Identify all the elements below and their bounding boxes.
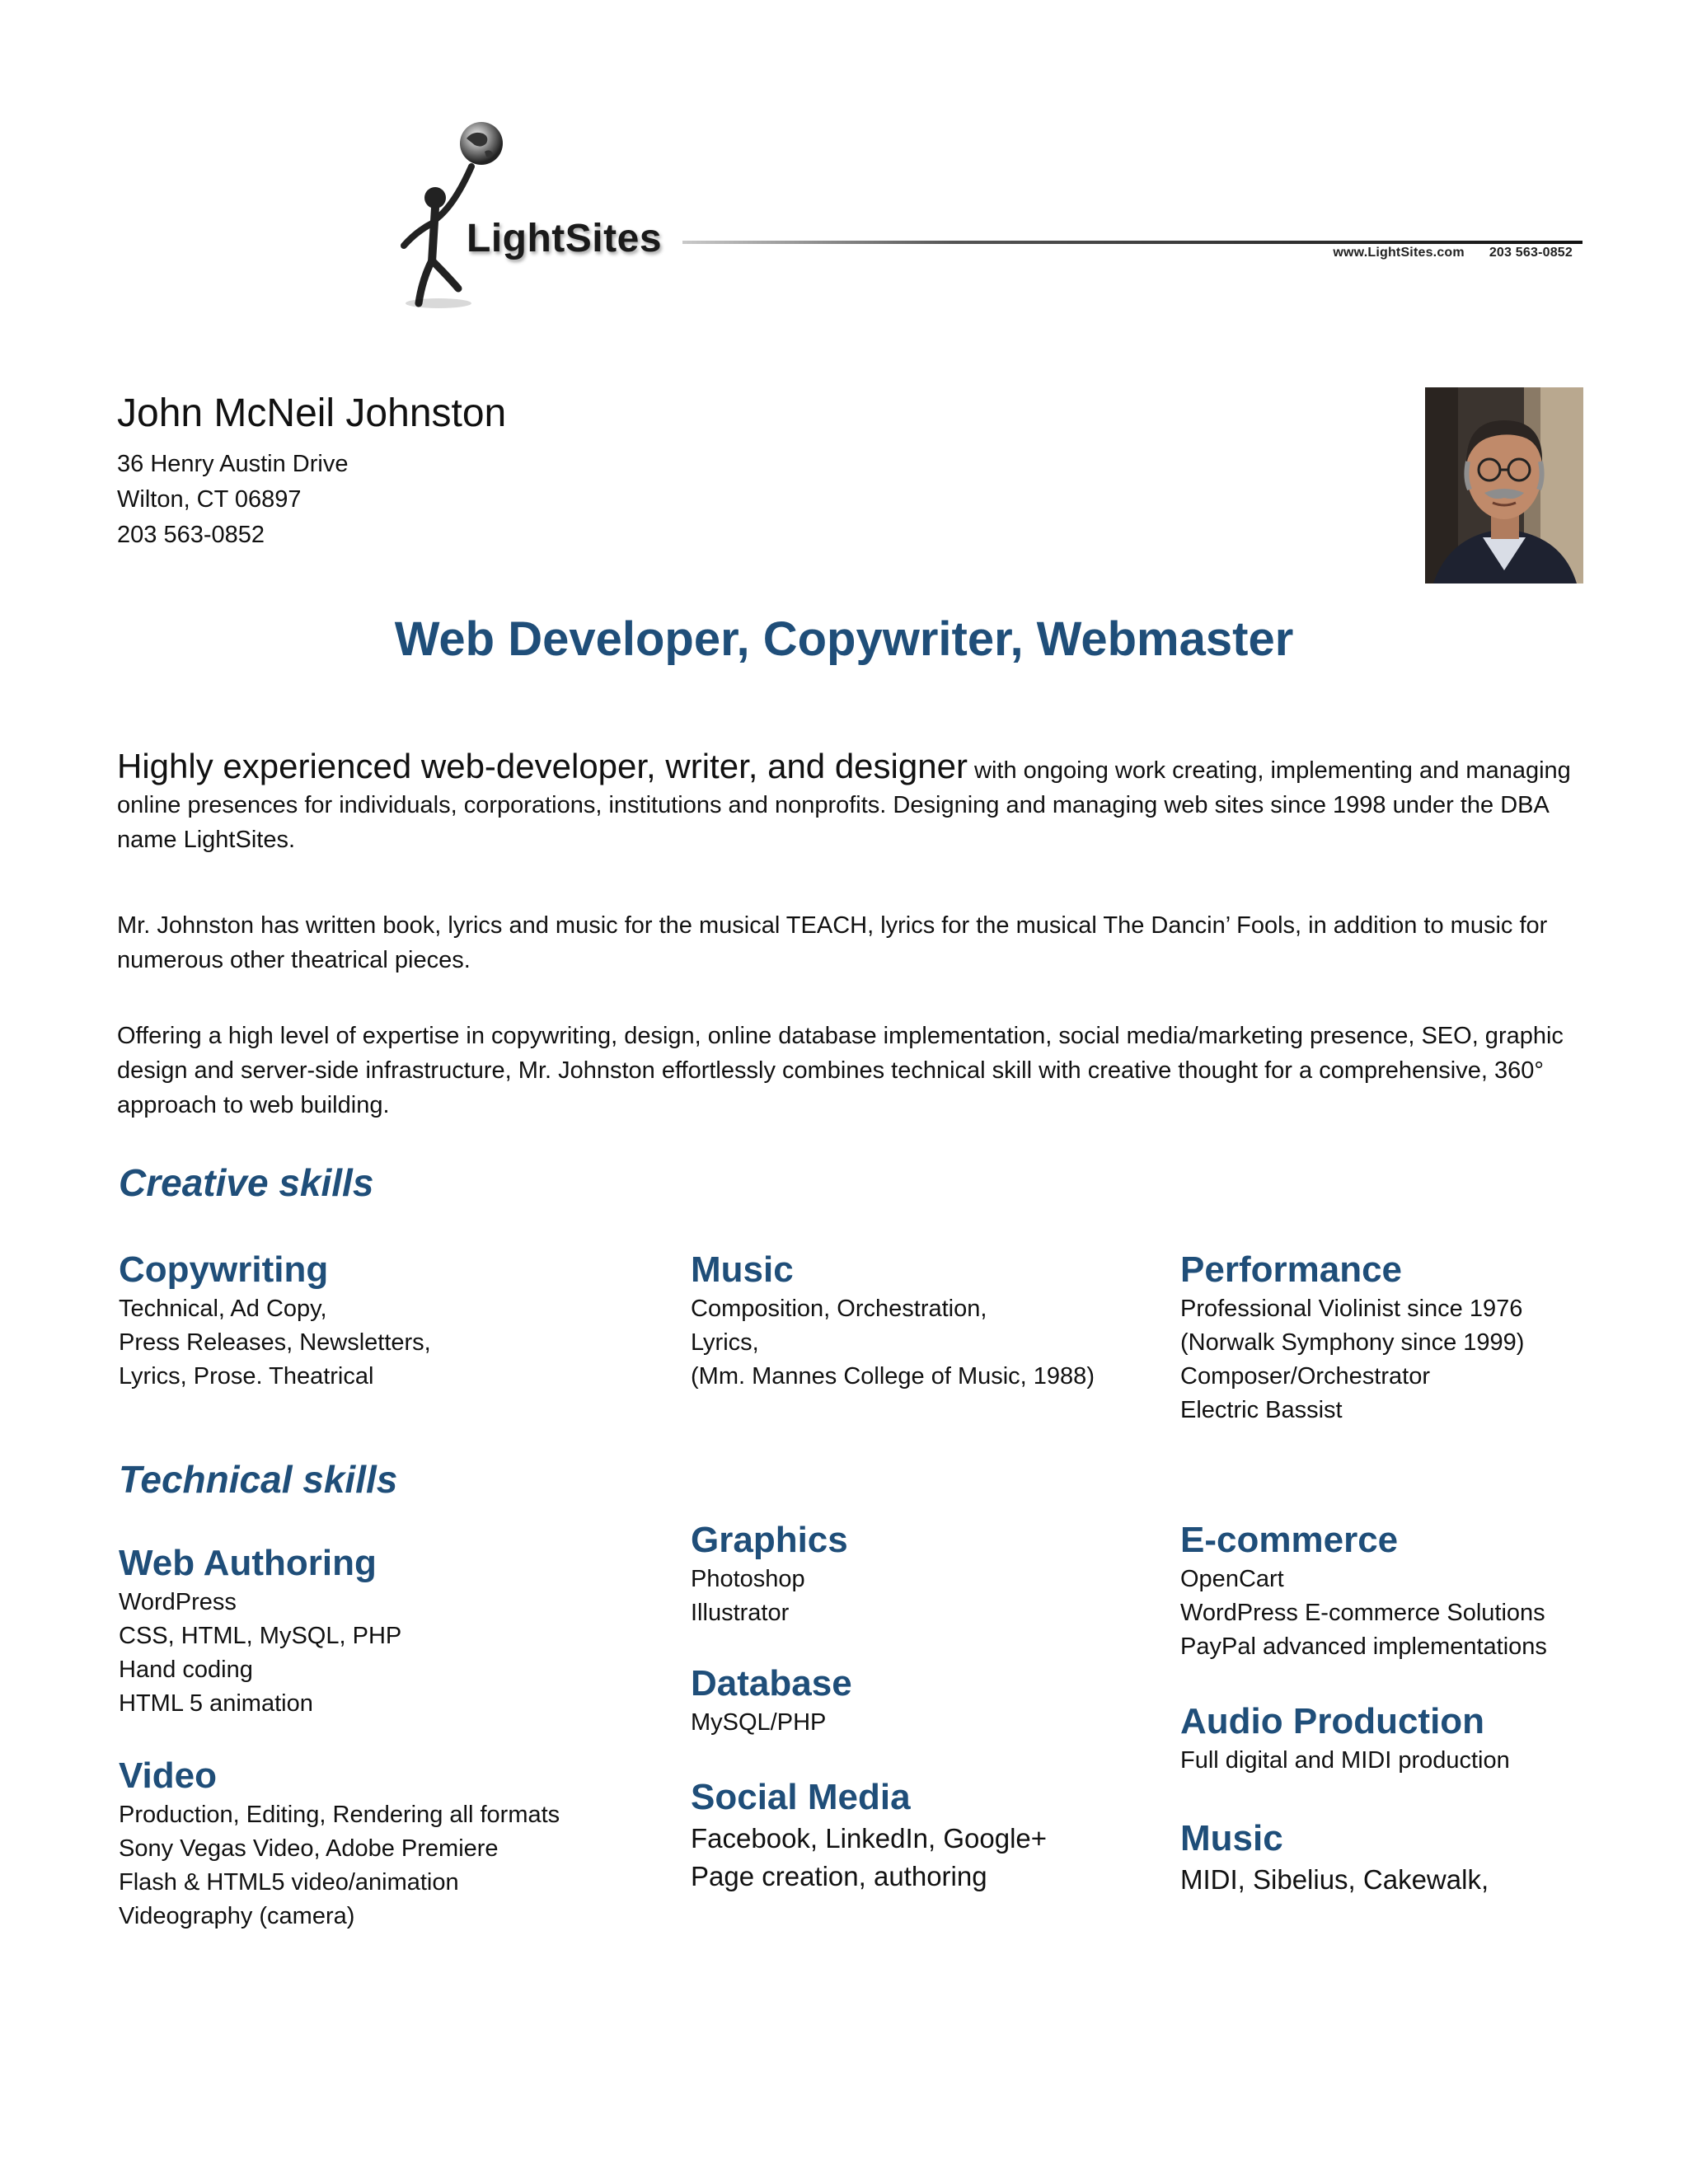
letterhead-rule xyxy=(682,241,1582,244)
audio-production-block xyxy=(1180,1699,1510,1778)
creative-skills-heading: Creative skills xyxy=(119,1161,374,1204)
lightsites-logo xyxy=(394,115,674,313)
list-item: MIDI, Sibelius, Cakewalk, xyxy=(1180,1864,1489,1895)
intro-rest: with ongoing work creating, implementing and managing online presences for individuals, corporations, institutions and nonprofits. Designing and managing web sites since 1998 under the DBA name LightSites. xyxy=(117,757,1571,853)
list-item: Videography (camera) xyxy=(119,1903,355,1929)
list-item: Facebook, LinkedIn, Google+ xyxy=(691,1823,1048,1854)
list-item: Composer/Orchestrator xyxy=(1180,1363,1430,1390)
phone-number: 203 563-0852 xyxy=(117,522,265,548)
copywriting-title: Copywriting xyxy=(119,1249,329,1290)
list-item: Press Releases, Newsletters, xyxy=(119,1329,431,1356)
portrait-photo xyxy=(1425,387,1583,583)
list-item: PayPal advanced implementations xyxy=(1180,1633,1547,1660)
performance-title: Performance xyxy=(1180,1249,1403,1290)
brand-name: LightSites xyxy=(467,217,663,260)
intro-paragraph xyxy=(117,745,1576,857)
list-item: Production, Editing, Rendering all formats xyxy=(119,1802,560,1828)
music-block xyxy=(691,1248,1095,1394)
list-item: Lyrics, xyxy=(691,1329,759,1356)
list-item: OpenCart xyxy=(1180,1566,1284,1592)
person-name: John McNeil Johnston xyxy=(117,391,507,435)
web-authoring-title: Web Authoring xyxy=(119,1543,377,1583)
list-item: Professional Violinist since 1976 xyxy=(1180,1296,1523,1322)
list-item: HTML 5 animation xyxy=(119,1690,313,1717)
expertise-paragraph: Offering a high level of expertise in copywriting, design, online database implementation, social media/marketing presence, SEO, graphic design and server-side infrastructure, Mr. Johnston effortlessly combines technical skill with creative thought for a comprehensive, 360° approach to web building. xyxy=(117,1023,1564,1118)
music-tech-block xyxy=(1180,1816,1489,1899)
web-authoring-block xyxy=(119,1541,401,1721)
list-item: WordPress E-commerce Solutions xyxy=(1180,1600,1545,1626)
theatre-paragraph: Mr. Johnston has written book, lyrics and music for the musical TEACH, lyrics for the musical The Dancin’ Fools, in addition to music for numerous other theatrical pieces. xyxy=(117,912,1548,973)
list-item: MySQL/PHP xyxy=(691,1709,827,1736)
music-title: Music xyxy=(691,1249,794,1290)
letterhead-website[interactable]: www.LightSites.com xyxy=(1333,246,1465,260)
list-item: Lyrics, Prose. Theatrical xyxy=(119,1363,374,1390)
stick-figure-globe-icon xyxy=(394,115,674,313)
audio-production-title: Audio Production xyxy=(1180,1701,1485,1741)
database-title: Database xyxy=(691,1663,852,1704)
address-line1: 36 Henry Austin Drive xyxy=(117,451,349,477)
letterhead-phone: 203 563-0852 xyxy=(1489,246,1573,260)
list-item: (Norwalk Symphony since 1999) xyxy=(1180,1329,1525,1356)
copywriting-block xyxy=(119,1248,431,1394)
list-item: Full digital and MIDI production xyxy=(1180,1747,1510,1774)
list-item: CSS, HTML, MySQL, PHP xyxy=(119,1623,402,1649)
list-item: Sony Vegas Video, Adobe Premiere xyxy=(119,1835,499,1862)
technical-skills-heading: Technical skills xyxy=(119,1458,398,1501)
graphics-title: Graphics xyxy=(691,1520,848,1560)
list-item: Hand coding xyxy=(119,1657,253,1683)
address-block xyxy=(117,447,348,553)
video-block xyxy=(119,1754,560,1933)
intro-lead: Highly experienced web-developer, writer, and designer xyxy=(117,747,968,785)
music-tech-title: Music xyxy=(1180,1818,1283,1858)
ecommerce-title: E-commerce xyxy=(1180,1520,1399,1560)
list-item: Illustrator xyxy=(691,1600,790,1626)
address-line2: Wilton, CT 06897 xyxy=(117,486,302,513)
social-media-title: Social Media xyxy=(691,1777,911,1817)
performance-block xyxy=(1180,1248,1524,1427)
list-item: Electric Bassist xyxy=(1180,1397,1343,1423)
list-item: Composition, Orchestration, xyxy=(691,1296,987,1322)
letterhead-contact xyxy=(1333,246,1573,260)
graphics-block xyxy=(691,1518,848,1630)
list-item: (Mm. Mannes College of Music, 1988) xyxy=(691,1363,1095,1390)
resume-headline: Web Developer, Copywriter, Webmaster xyxy=(394,612,1294,666)
list-item: Flash & HTML5 video/animation xyxy=(119,1869,459,1896)
list-item: WordPress xyxy=(119,1589,237,1615)
list-item: Page creation, authoring xyxy=(691,1861,987,1891)
video-title: Video xyxy=(119,1755,218,1796)
database-block xyxy=(691,1661,852,1740)
social-media-block xyxy=(691,1775,1047,1896)
ecommerce-block xyxy=(1180,1518,1547,1664)
list-item: Technical, Ad Copy, xyxy=(119,1296,327,1322)
list-item: Photoshop xyxy=(691,1566,805,1592)
